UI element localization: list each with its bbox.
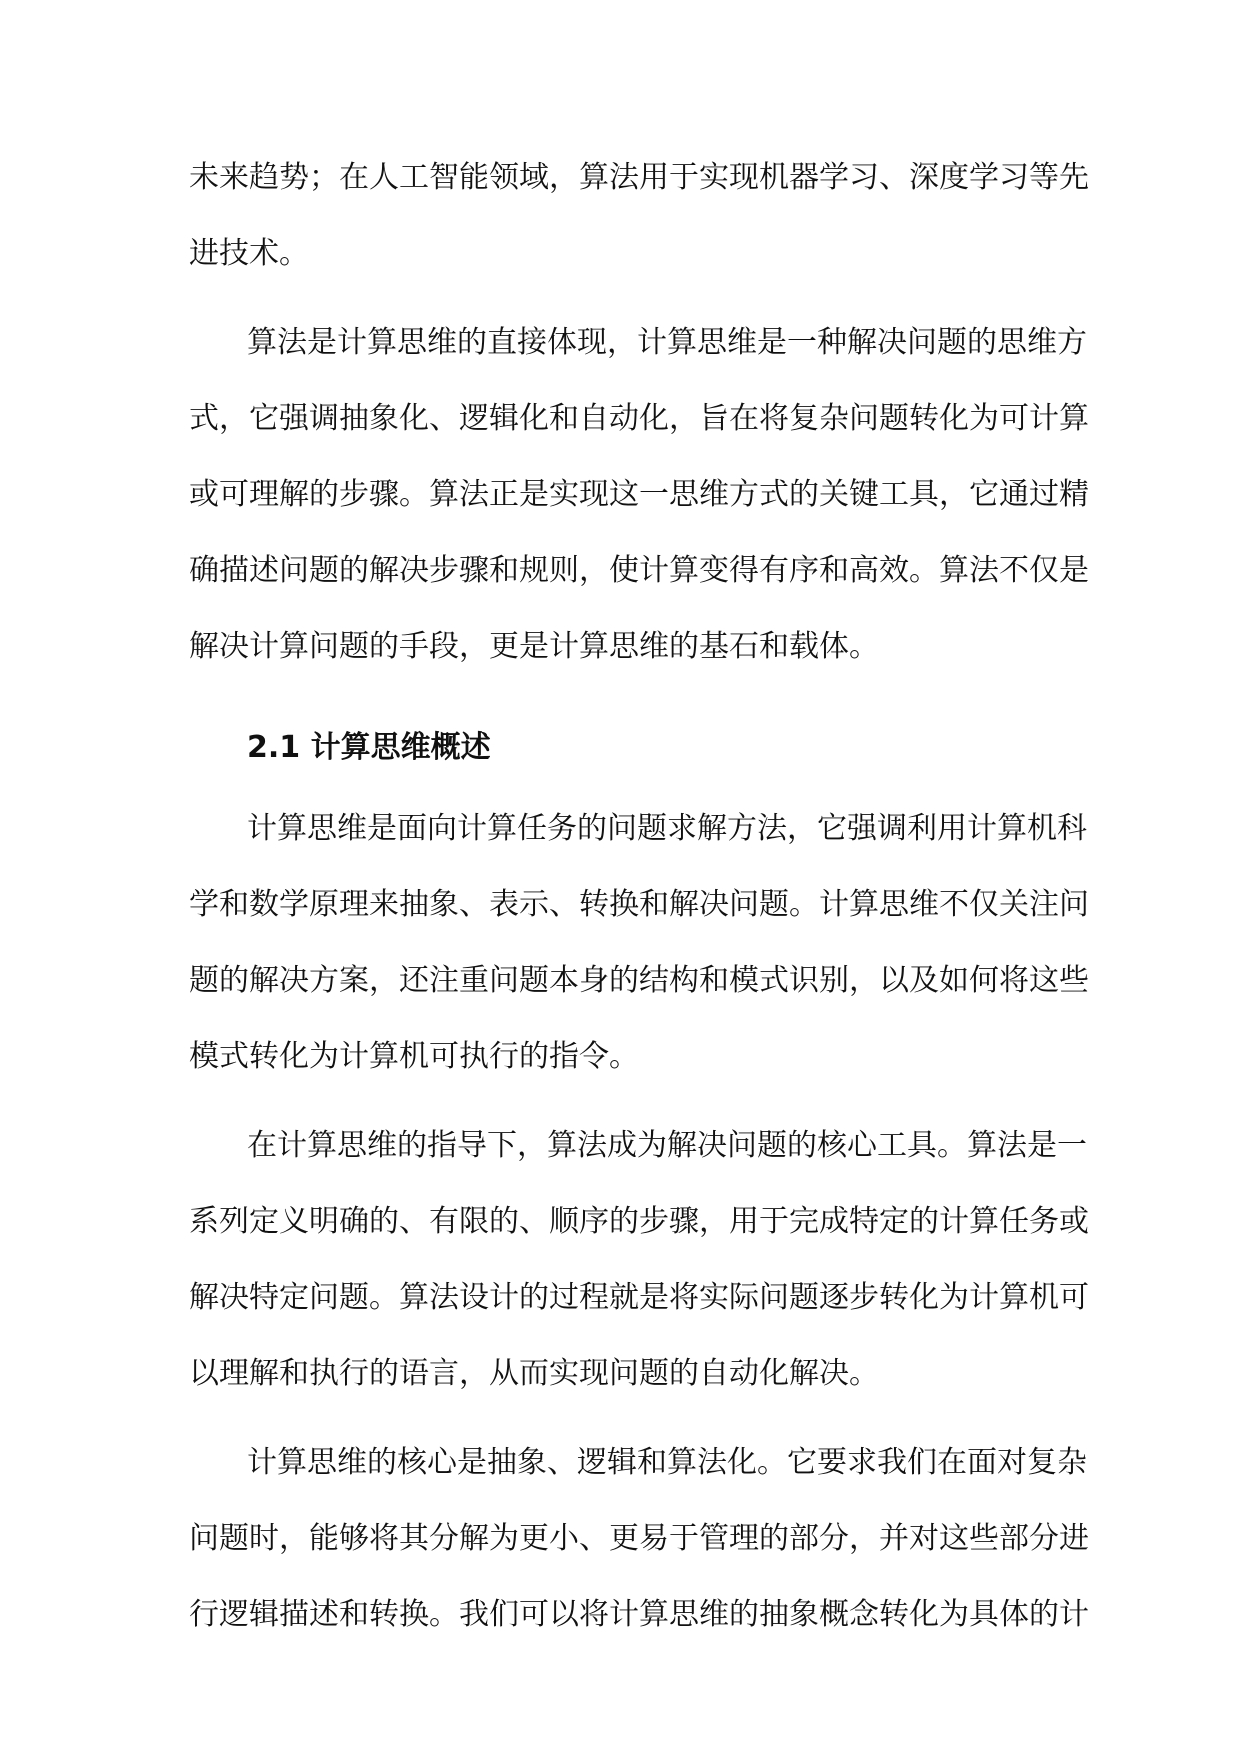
paragraph-line: 进技术。 — [189, 236, 309, 271]
paragraph-line: 或可理解的步骤。算法正是实现这一思维方式的关键工具，它通过精 — [189, 477, 1089, 512]
paragraph-line: 计算思维是面向计算任务的问题求解方法，它强调利用计算机科 — [247, 811, 1087, 846]
paragraph-line: 模式转化为计算机可执行的指令。 — [189, 1039, 639, 1074]
paragraph-line: 行逻辑描述和转换。我们可以将计算思维的抽象概念转化为具体的计 — [189, 1597, 1089, 1632]
heading-gap — [189, 685, 1054, 718]
paragraph-4 — [189, 1108, 1089, 1412]
paragraph-line: 解决计算问题的手段，更是计算思维的基石和载体。 — [189, 629, 879, 664]
paragraph-line: 题的解决方案，还注重问题本身的结构和模式识别，以及如何将这些 — [189, 963, 1089, 998]
paragraph-line: 解决特定问题。算法设计的过程就是将实际问题逐步转化为计算机可 — [189, 1280, 1089, 1315]
paragraph-1 — [189, 140, 1089, 292]
paragraph-line: 以理解和执行的语言，从而实现问题的自动化解决。 — [189, 1356, 879, 1391]
paragraph-3 — [189, 791, 1089, 1095]
paragraph-line: 学和数学原理来抽象、表示、转换和解决问题。计算思维不仅关注问 — [189, 887, 1089, 922]
paragraph-line: 计算思维的核心是抽象、逻辑和算法化。它要求我们在面对复杂 — [247, 1445, 1087, 1480]
paragraph-gap — [189, 778, 1054, 791]
paragraph-gap — [189, 292, 1054, 305]
paragraph-gap — [189, 1412, 1054, 1425]
paragraph-line: 在计算思维的指导下，算法成为解决问题的核心工具。算法是一 — [247, 1128, 1087, 1163]
paragraph-line: 问题时，能够将其分解为更小、更易于管理的部分，并对这些部分进 — [189, 1521, 1089, 1556]
paragraph-line: 系列定义明确的、有限的、顺序的步骤，用于完成特定的计算任务或 — [189, 1204, 1089, 1239]
paragraph-line: 算法是计算思维的直接体现，计算思维是一种解决问题的思维方 — [247, 325, 1087, 360]
document-body — [189, 140, 1089, 1653]
paragraph-5 — [189, 1425, 1089, 1653]
paragraph-2 — [189, 305, 1089, 685]
section-heading: 2.1 计算思维概述 — [247, 730, 491, 765]
paragraph-line: 未来趋势；在人工智能领域，算法用于实现机器学习、深度学习等先 — [189, 160, 1089, 195]
paragraph-gap — [189, 1095, 1054, 1108]
paragraph-line: 式，它强调抽象化、逻辑化和自动化，旨在将复杂问题转化为可计算 — [189, 401, 1089, 436]
paragraph-line: 确描述问题的解决步骤和规则，使计算变得有序和高效。算法不仅是 — [189, 553, 1089, 588]
